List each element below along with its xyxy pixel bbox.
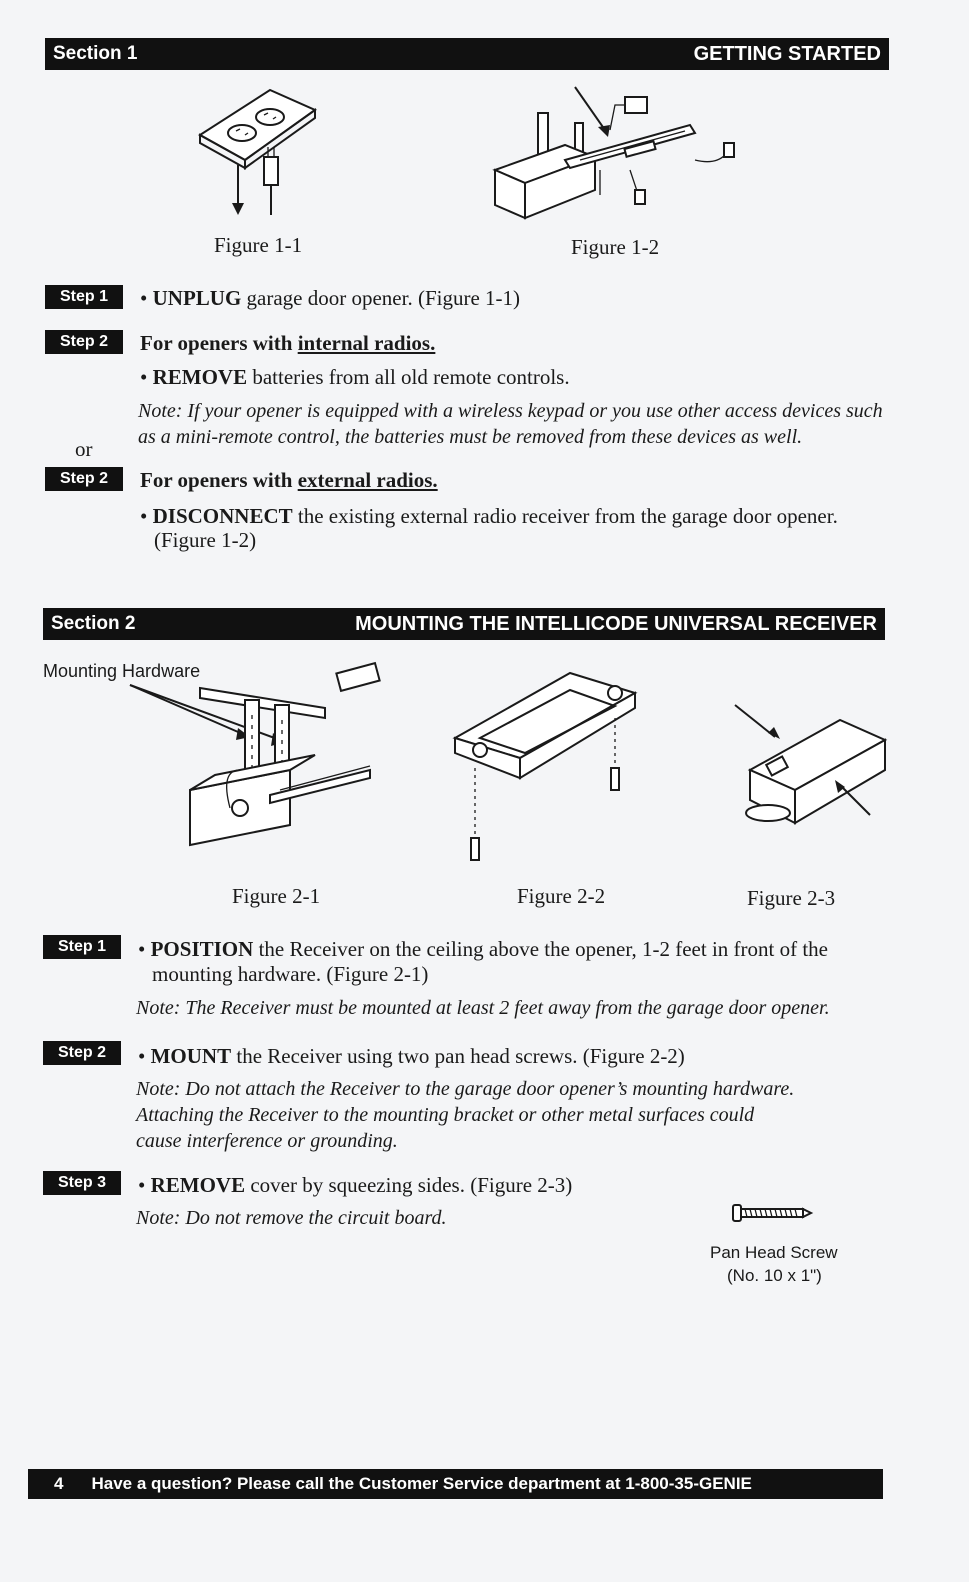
s1-step-2-external-text-line2: (Figure 1-2): [154, 528, 257, 552]
section-1-header: [45, 38, 889, 70]
s1-step-1-badge: Step 1: [45, 285, 123, 309]
screw-label-line2: (No. 10 x 1"): [727, 1266, 822, 1285]
figure-1-1-caption: Figure 1-1: [214, 233, 303, 257]
s2-step-3-text: • REMOVE cover by squeezing sides. (Figure 2-3): [138, 1173, 573, 1197]
s1-step-1-text: • UNPLUG garage door opener. (Figure 1-1): [140, 286, 521, 310]
pan-head-screw-icon: [733, 1203, 813, 1223]
s2-step-1-badge: Step 1: [43, 935, 121, 959]
unplug-verb: UNPLUG: [152, 286, 242, 310]
figure-2-1-bracket-illustration: [130, 660, 380, 870]
section-2-title: MOUNTING THE INTELLICODE UNIVERSAL RECEIVER: [355, 612, 877, 635]
page-number: 4: [54, 1474, 64, 1493]
figure-2-2-caption: Figure 2-2: [517, 884, 606, 908]
screw-label-line1: Pan Head Screw: [710, 1243, 838, 1262]
section-1-title: GETTING STARTED: [693, 42, 881, 65]
mounting-hardware-label: Mounting Hardware: [43, 661, 201, 681]
figure-1-1-outlet-illustration: [190, 85, 330, 225]
s2-step-3-note: Note: Do not remove the circuit board.: [136, 1207, 447, 1229]
section-2-label: Section 2: [51, 613, 136, 634]
figure-2-2-receiver-mount-illustration: [450, 668, 660, 863]
s2-step-2-note-line3: cause interference or grounding.: [136, 1130, 398, 1152]
s1-step-2-external-heading: For openers with external radios.: [140, 468, 438, 492]
section-2-header: [43, 608, 885, 640]
s2-step-1-note: Note: The Receiver must be mounted at least 2 feet away from the garage door opener.: [136, 997, 830, 1019]
section-1-label: Section 1: [53, 43, 138, 64]
s2-step-2-badge: Step 2: [43, 1041, 121, 1065]
s1-step-2-internal-heading: For openers with internal radios.: [140, 331, 436, 355]
figure-2-3-caption: Figure 2-3: [747, 886, 836, 910]
footer-text: Have a question? Please call the Customer Service department at 1-800-35-GENIE: [91, 1474, 752, 1493]
s2-step-2-note-line1: Note: Do not attach the Receiver to the garage door opener’s mounting hardware.: [136, 1078, 795, 1100]
s2-step-1-text: • POSITION the Receiver on the ceiling above the opener, 1-2 feet in front of the: [138, 937, 828, 961]
s1-step-2-internal-note-line2: as a mini-remote control, the batteries must be removed from these devices as well.: [138, 426, 803, 448]
s1-step-2-internal-badge: Step 2: [45, 330, 123, 354]
s2-step-2-text: • MOUNT the Receiver using two pan head screws. (Figure 2-2): [138, 1044, 685, 1068]
footer-bar: [28, 1469, 883, 1499]
s1-step-2-internal-note-line1: Note: If your opener is equipped with a wireless keypad or you use other access devices such: [138, 400, 883, 422]
s1-step-2-external-text: • DISCONNECT the existing external radio receiver from the garage door opener.: [140, 504, 838, 528]
figure-1-2-opener-illustration: [480, 85, 750, 235]
s2-step-1-text-line2: mounting hardware. (Figure 2-1): [152, 962, 429, 986]
s1-step-2-internal-text: • REMOVE batteries from all old remote controls.: [140, 365, 570, 389]
figure-2-1-caption: Figure 2-1: [232, 884, 321, 908]
s1-step-2-external-badge: Step 2: [45, 467, 123, 491]
s2-step-3-badge: Step 3: [43, 1171, 121, 1195]
figure-2-3-cover-removal-illustration: [730, 705, 890, 830]
or-label: or: [75, 437, 93, 461]
s2-step-2-note-line2: Attaching the Receiver to the mounting bracket or other metal surfaces could: [136, 1104, 755, 1126]
figure-1-2-caption: Figure 1-2: [571, 235, 660, 259]
